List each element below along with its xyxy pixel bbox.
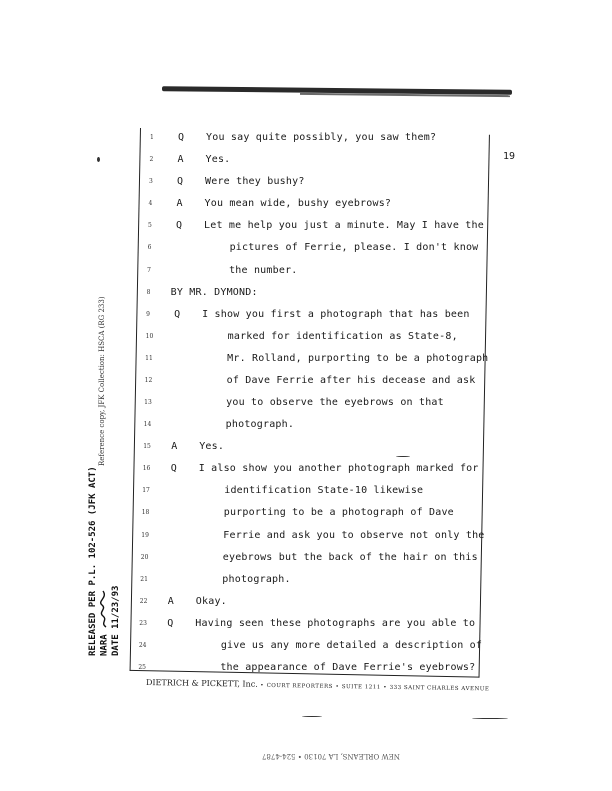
transcript-line: I also show you another photograph marked for	[198, 463, 479, 475]
transcript-line: Let me help you just a minute. May I have the	[204, 220, 484, 232]
transcript-line: pictures of Ferrie, please. I don't know	[229, 242, 479, 254]
line-number: 23	[139, 619, 147, 627]
line-number: 9	[146, 310, 150, 318]
line-number: 8	[146, 288, 151, 296]
transcript-line: Yes.	[199, 441, 225, 453]
footer-address: 333 SAINT CHARLES AVENUE	[389, 684, 490, 693]
scan-speck	[302, 716, 322, 717]
line-number: 11	[145, 354, 153, 362]
line-number: 6	[147, 244, 152, 252]
transcript-line: of Dave Ferrie after his decease and ask	[226, 374, 476, 386]
transcript-line: Were they bushy?	[205, 176, 305, 188]
footer-suite: SUITE 1211	[341, 684, 381, 691]
line-number: 15	[143, 443, 151, 451]
line-number: 24	[138, 641, 147, 649]
speaker-label: Q	[177, 176, 184, 188]
transcript-line: You mean wide, bushy eyebrows?	[204, 198, 392, 210]
line-number: 7	[147, 266, 151, 274]
transcript-line: Having seen these photographs are you able to	[195, 617, 476, 629]
signature-scribble-icon	[99, 589, 109, 629]
stamp-line-release: RELEASED PER P.L. 102-526 (JFK ACT)	[88, 466, 98, 656]
line-number: 22	[139, 597, 148, 605]
line-number: 10	[145, 332, 154, 340]
transcript-line: eyebrows but the back of the hair on this	[222, 551, 478, 563]
footer-firm: DIETRICH & PICKETT, Inc.	[145, 678, 258, 689]
speaker-label: Q	[174, 308, 181, 320]
line-number: 17	[142, 487, 150, 495]
transcript-line: I show you first a photograph that has been	[202, 308, 470, 320]
line-number: 1	[150, 134, 154, 141]
speaker-label: Q	[178, 132, 185, 143]
transcript-line: the appearance of Dave Ferrie's eyebrows?	[220, 662, 476, 673]
speaker-label: Q	[170, 463, 177, 475]
line-number: 21	[140, 575, 148, 583]
release-stamp	[88, 466, 128, 656]
transcript-line: you to observe the eyebrows on that	[226, 397, 444, 408]
speaker-label: Q	[176, 220, 183, 232]
transcript-line: You say quite possibly, you saw them?	[206, 132, 437, 143]
transcript-line: photograph.	[225, 419, 295, 431]
footer-role: COURT REPORTERS	[266, 682, 333, 690]
transcript-line: purporting to be a photograph of Dave	[223, 507, 454, 519]
footer-separator: •	[383, 684, 388, 691]
transcript-line: Yes.	[205, 154, 231, 166]
line-number: 5	[148, 222, 152, 230]
stamp-nara-label: NARA	[99, 634, 110, 656]
transcript-line: Ferrie and ask you to observe not only the	[223, 529, 485, 541]
stamp-line-date: DATE 11/23/93	[110, 585, 121, 656]
speaker-label: A	[167, 595, 174, 607]
margin-reference-note: Reference copy, JFK Collection: HSCA (RG 233)	[98, 296, 106, 466]
transcript-line: Okay.	[195, 595, 227, 607]
line-number: 2	[149, 156, 154, 164]
scan-speck	[97, 157, 100, 162]
line-number: 16	[142, 465, 151, 473]
line-number: 12	[144, 376, 153, 384]
line-number: 19	[141, 531, 149, 539]
transcript-line: photograph.	[222, 573, 291, 585]
line-number: 25	[138, 664, 146, 671]
speaker-label: A	[177, 154, 184, 166]
transcript-line: marked for identification as State-8,	[227, 330, 458, 342]
line-number: 3	[149, 178, 153, 186]
line-number: 14	[143, 421, 152, 429]
footer-separator: •	[335, 683, 340, 691]
page-number: 19	[503, 151, 516, 162]
line-number: 4	[148, 200, 153, 208]
transcript-line: give us any more detailed a description of	[220, 639, 483, 651]
speaker-label: A	[176, 198, 183, 210]
bleed-through-text: NEW ORLEANS, LA 70130 • 524-4787	[262, 752, 400, 760]
transcript-line: the number.	[229, 264, 298, 276]
transcript-line: BY MR. DYMOND:	[170, 286, 258, 298]
speaker-label: Q	[167, 617, 174, 629]
line-number: 20	[140, 553, 149, 561]
line-number: 13	[144, 399, 152, 406]
line-number: 18	[141, 509, 150, 517]
speaker-label: A	[171, 441, 178, 453]
scan-speck	[396, 456, 410, 457]
transcript-line: identification State-10 likewise	[224, 485, 424, 497]
footer-separator: •	[260, 682, 265, 689]
transcript-line: Mr. Rolland, purporting to be a photograph	[227, 352, 489, 364]
stamp-line-nara	[99, 496, 111, 656]
scan-speck	[472, 718, 508, 719]
